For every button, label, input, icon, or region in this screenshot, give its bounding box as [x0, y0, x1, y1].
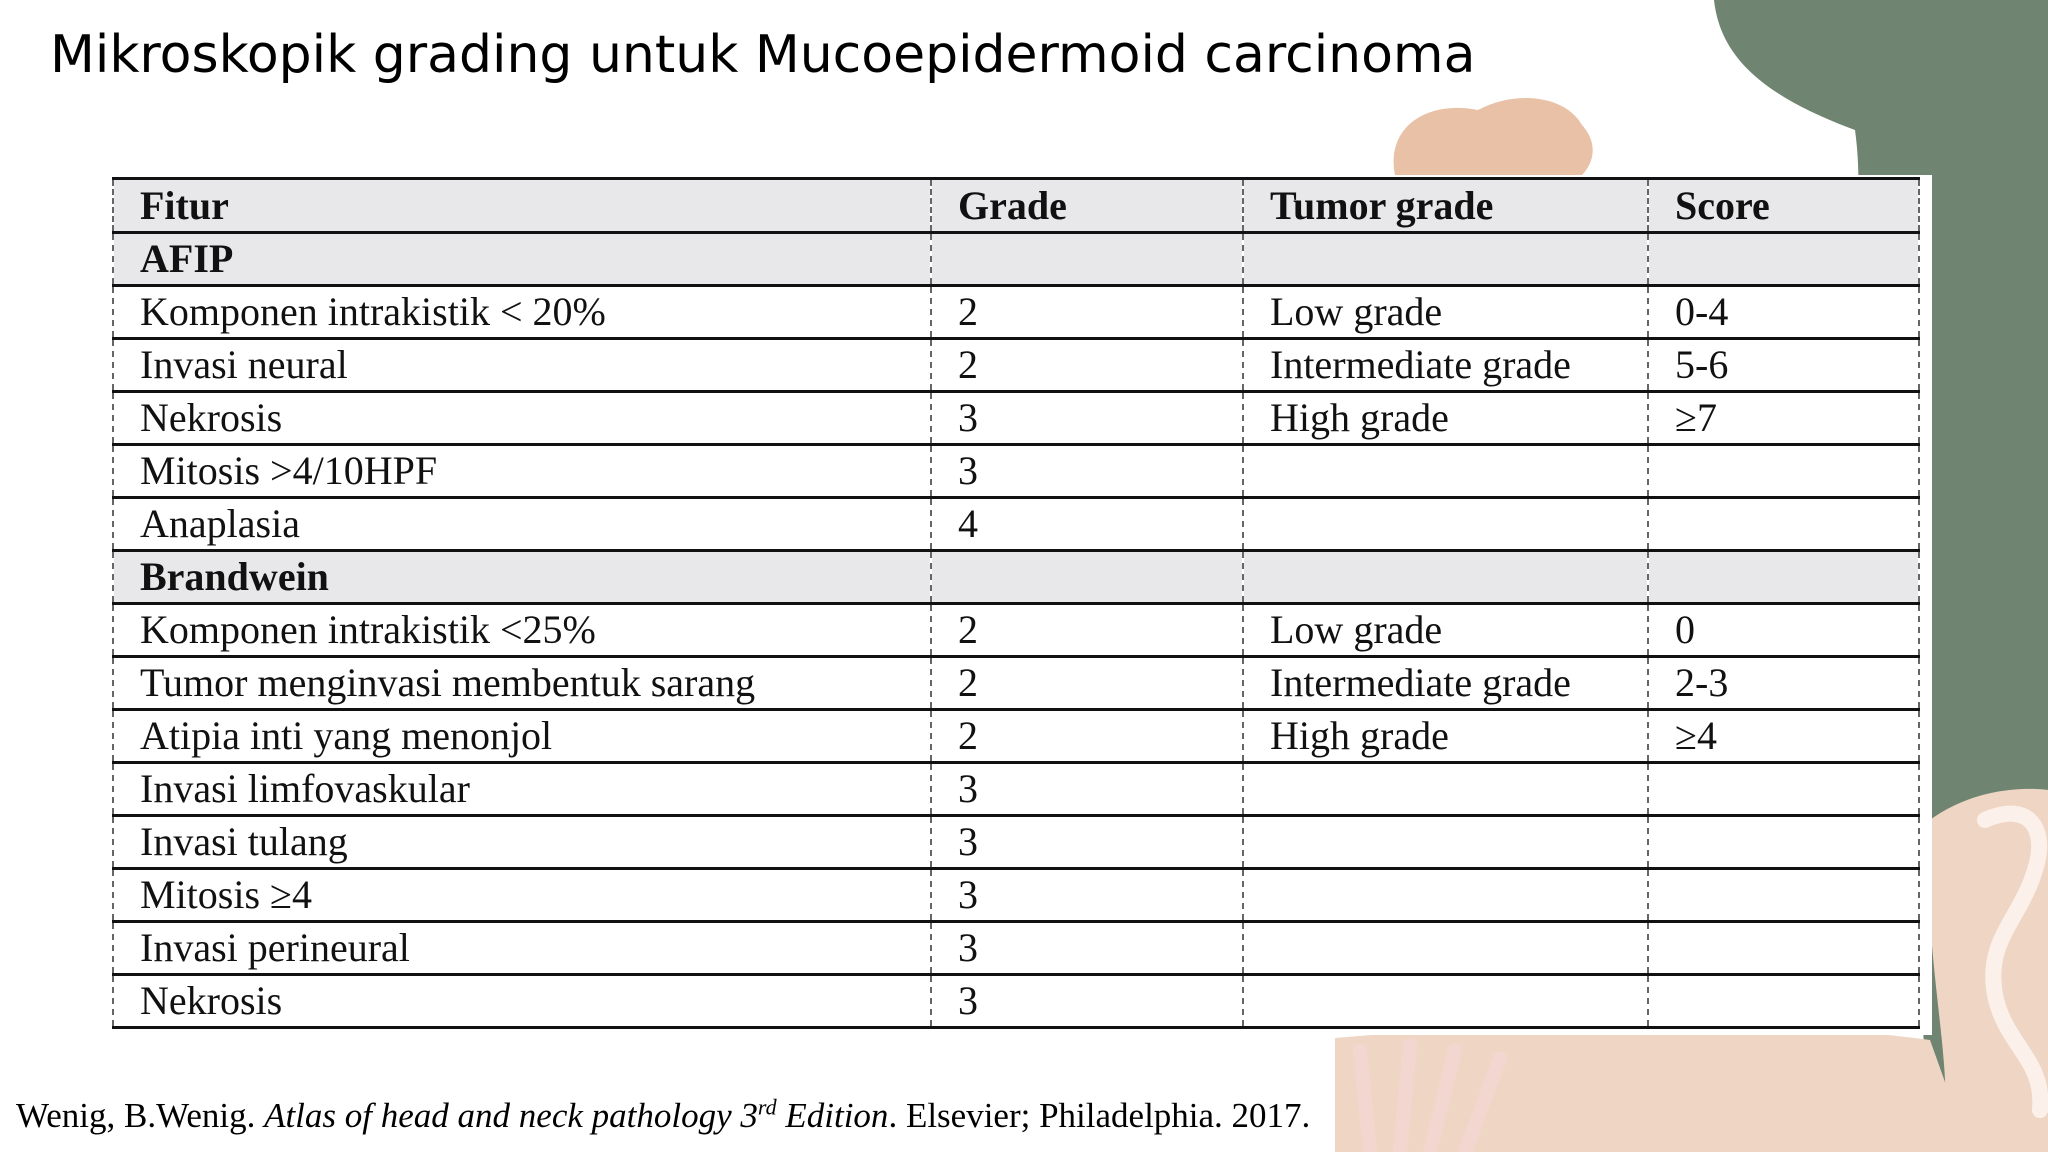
grade-cell: 4	[931, 498, 1243, 551]
section-row-brandwein	[113, 551, 1919, 604]
score-cell: 0-4	[1648, 286, 1919, 339]
score-cell: 2-3	[1648, 657, 1919, 710]
header-grade: Grade	[931, 179, 1243, 233]
citation-book-title: Atlas of head and neck pathology 3rd Edition	[264, 1094, 889, 1135]
score-cell: 5-6	[1648, 339, 1919, 392]
table-row	[113, 498, 1919, 551]
citation-publisher: . Elsevier; Philadelphia. 2017.	[888, 1096, 1311, 1135]
grading-table-body	[113, 179, 1919, 1028]
tumor-grade-cell	[1243, 922, 1648, 975]
grade-cell: 2	[931, 710, 1243, 763]
grade-cell: 2	[931, 604, 1243, 657]
table-row	[113, 286, 1919, 339]
tumor-grade-cell: Low grade	[1243, 604, 1648, 657]
tumor-grade-cell	[1243, 445, 1648, 498]
feature-cell: Nekrosis	[113, 975, 931, 1028]
section-label: Brandwein	[113, 551, 931, 604]
feature-cell: Komponen intrakistik <25%	[113, 604, 931, 657]
feature-cell: Invasi neural	[113, 339, 931, 392]
grade-cell: 3	[931, 975, 1243, 1028]
grade-cell: 3	[931, 816, 1243, 869]
header-tumor-grade: Tumor grade	[1243, 179, 1648, 233]
tumor-grade-cell	[1243, 869, 1648, 922]
table-row	[113, 763, 1919, 816]
score-cell: 0	[1648, 604, 1919, 657]
score-cell	[1648, 763, 1919, 816]
feature-cell: Mitosis >4/10HPF	[113, 445, 931, 498]
peach-blob-shape	[1394, 98, 1593, 175]
score-cell	[1648, 922, 1919, 975]
score-cell: ≥7	[1648, 392, 1919, 445]
score-cell	[1648, 445, 1919, 498]
table-row	[113, 392, 1919, 445]
score-cell	[1648, 498, 1919, 551]
feature-cell: Invasi tulang	[113, 816, 931, 869]
feature-cell: Invasi perineural	[113, 922, 931, 975]
grade-cell: 2	[931, 657, 1243, 710]
table-row	[113, 922, 1919, 975]
header-score: Score	[1648, 179, 1919, 233]
tumor-grade-cell	[1243, 816, 1648, 869]
feature-cell: Mitosis ≥4	[113, 869, 931, 922]
grade-cell: 3	[931, 869, 1243, 922]
citation-authors: Wenig, B.Wenig.	[16, 1096, 265, 1135]
section-row-afip	[113, 233, 1919, 286]
feature-cell: Invasi limfovaskular	[113, 763, 931, 816]
table-header-row	[113, 179, 1919, 233]
tumor-grade-cell	[1243, 498, 1648, 551]
score-cell: ≥4	[1648, 710, 1919, 763]
tumor-grade-cell: Low grade	[1243, 286, 1648, 339]
tumor-grade-cell: High grade	[1243, 392, 1648, 445]
table-row	[113, 339, 1919, 392]
score-cell	[1648, 975, 1919, 1028]
table-row	[113, 604, 1919, 657]
score-cell	[1648, 869, 1919, 922]
table-row	[113, 816, 1919, 869]
feature-cell: Tumor menginvasi membentuk sarang	[113, 657, 931, 710]
score-cell	[1648, 816, 1919, 869]
citation	[16, 1094, 1310, 1138]
table-row	[113, 657, 1919, 710]
grade-cell: 3	[931, 922, 1243, 975]
feature-cell: Anaplasia	[113, 498, 931, 551]
citation-superscript: rd	[757, 1094, 777, 1120]
table-row	[113, 445, 1919, 498]
tumor-grade-cell	[1243, 975, 1648, 1028]
grade-cell: 3	[931, 763, 1243, 816]
grade-cell: 2	[931, 286, 1243, 339]
tumor-grade-cell: High grade	[1243, 710, 1648, 763]
grade-cell: 2	[931, 339, 1243, 392]
header-fitur: Fitur	[113, 179, 931, 233]
tumor-grade-cell	[1243, 763, 1648, 816]
grade-cell: 3	[931, 392, 1243, 445]
grading-table	[112, 177, 1920, 1029]
table-row	[113, 869, 1919, 922]
grading-table-card	[108, 175, 1932, 1035]
tumor-grade-cell: Intermediate grade	[1243, 339, 1648, 392]
tumor-grade-cell: Intermediate grade	[1243, 657, 1648, 710]
table-row	[113, 710, 1919, 763]
grade-cell: 3	[931, 445, 1243, 498]
section-label: AFIP	[113, 233, 931, 286]
feature-cell: Nekrosis	[113, 392, 931, 445]
table-row	[113, 975, 1919, 1028]
feature-cell: Atipia inti yang menonjol	[113, 710, 931, 763]
slide-title: Mikroskopik grading untuk Mucoepidermoid carcinoma	[50, 25, 1476, 85]
feature-cell: Komponen intrakistik < 20%	[113, 286, 931, 339]
